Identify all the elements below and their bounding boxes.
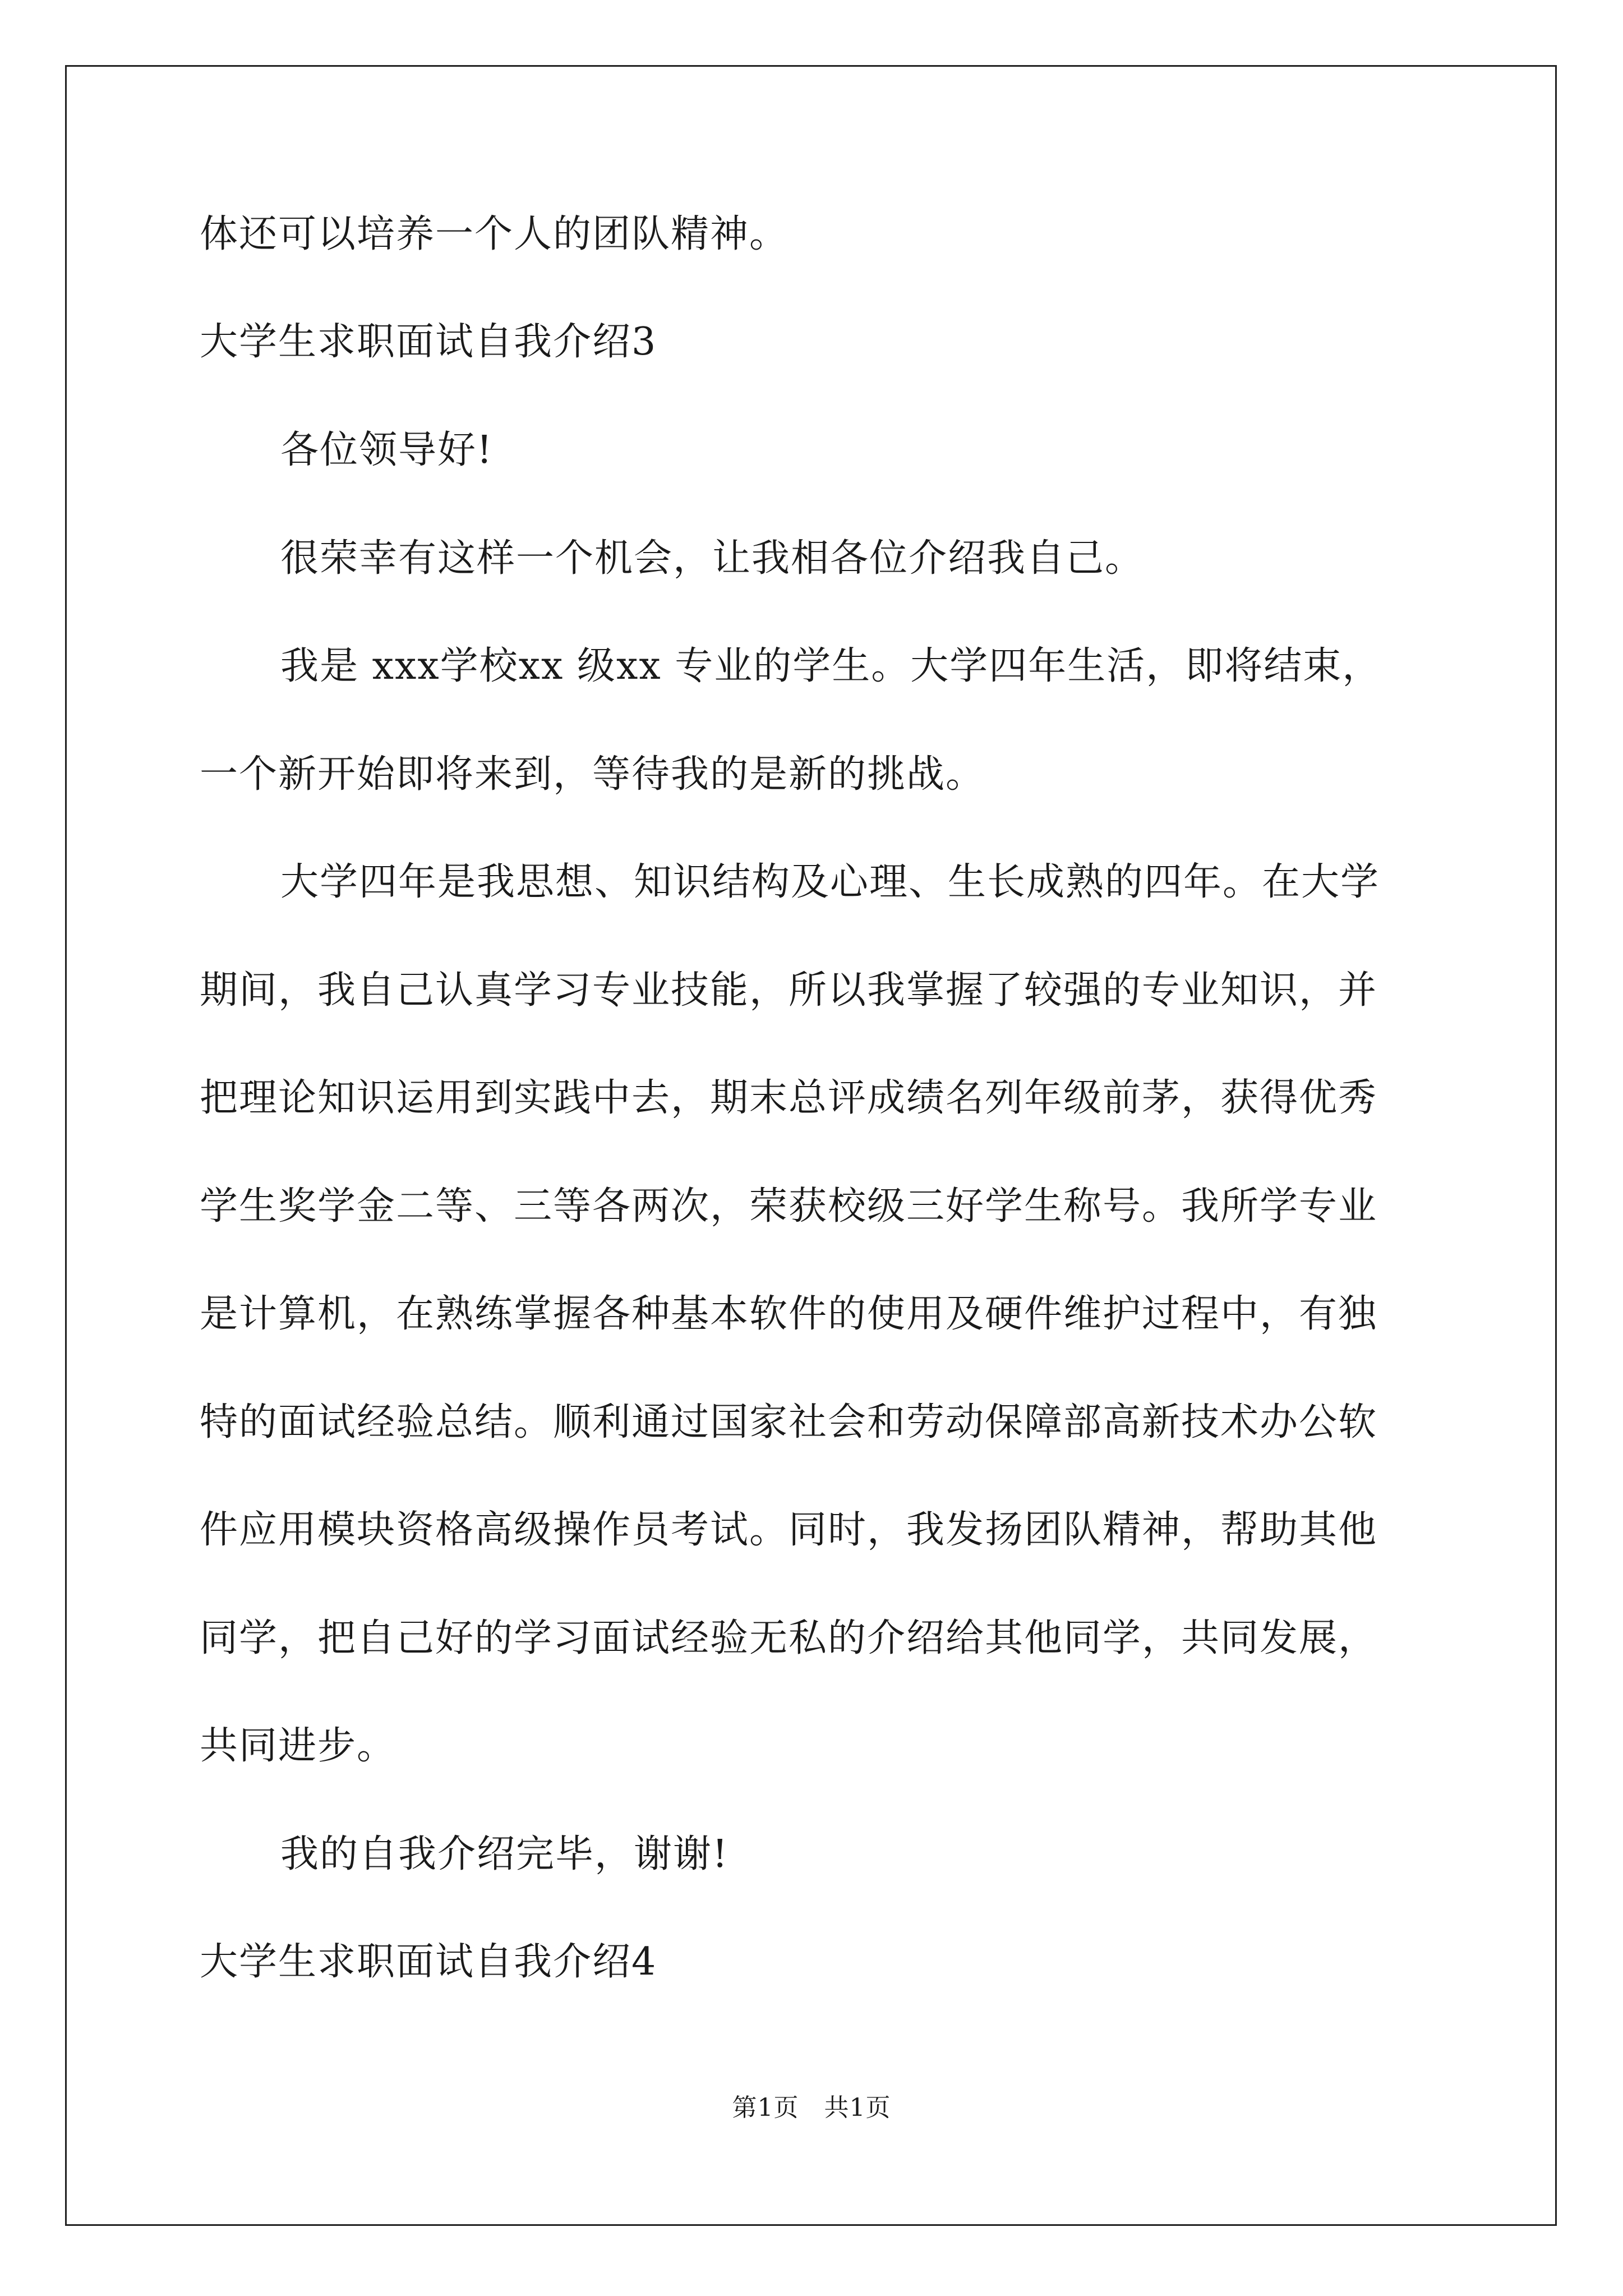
paragraph-line: 共同进步。: [200, 1724, 396, 1768]
paragraph-line: 把理论知识运用到实践中去，期末总评成绩名列年级前茅，获得优秀: [200, 1076, 1378, 1120]
paragraph-line-continuation: 体还可以培养一个人的团队精神。: [200, 212, 789, 256]
paragraph-line: 一个新开始即将来到，等待我的是新的挑战。: [200, 752, 985, 797]
paragraph-line: 期间，我自己认真学习专业技能，所以我掌握了较强的专业知识，并: [200, 968, 1378, 1013]
paragraph-line: 很荣幸有这样一个机会，让我相各位介绍我自己。: [280, 536, 1145, 581]
section-heading-3: 大学生求职面试自我介绍3: [200, 320, 657, 364]
paragraph-line: 特的面试经验总结。顺利通过国家社会和劳动保障部高新技术办公软: [200, 1400, 1378, 1444]
page-border: [65, 65, 1557, 2226]
paragraph-line: 是计算机，在熟练掌握各种基本软件的使用及硬件维护过程中，有独: [200, 1292, 1378, 1336]
paragraph-line: 学生奖学金二等、三等各两次，荣获校级三好学生称号。我所学专业: [200, 1184, 1378, 1228]
paragraph-line: 我是 xxx学校xx 级xx 专业的学生。大学四年生活，即将结束，: [280, 644, 1382, 688]
section-heading-4: 大学生求职面试自我介绍4: [200, 1940, 657, 1984]
paragraph-line: 件应用模块资格高级操作员考试。同时，我发扬团队精神，帮助其他: [200, 1508, 1378, 1552]
closing-line: 我的自我介绍完毕，谢谢!: [280, 1832, 729, 1876]
page-number-footer: 第1页 共1页: [732, 2093, 891, 2122]
paragraph-line: 大学四年是我思想、知识结构及心理、生长成熟的四年。在大学: [280, 860, 1380, 904]
paragraph-line: 同学，把自己好的学习面试经验无私的介绍给其他同学，共同发展，: [200, 1616, 1378, 1660]
greeting-line: 各位领导好!: [280, 428, 494, 472]
